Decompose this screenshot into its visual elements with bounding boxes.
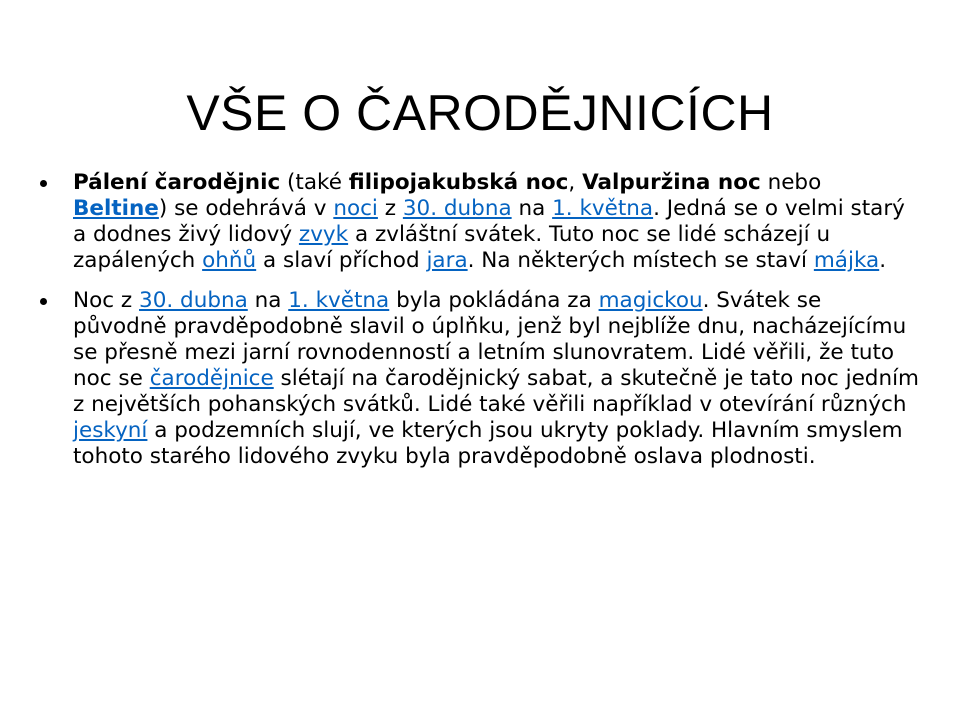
body-text: (také (280, 170, 349, 195)
link-májka[interactable]: májka (813, 248, 880, 273)
body-text: a podzemních slují, ve kterých jsou ukryty poklady. Hlavním smyslem tohoto starého lidového zvyku byla pravděpodobně oslava plodnosti. (73, 418, 903, 469)
link-magickou[interactable]: magickou (598, 288, 703, 313)
link-čarodějnice[interactable]: čarodějnice (149, 366, 274, 391)
link-jeskyní[interactable]: jeskyní (73, 418, 148, 443)
body-text: nebo (760, 170, 822, 195)
body-text: , (568, 170, 583, 195)
body-text: z (377, 196, 403, 221)
body-text: Noc z (73, 288, 140, 313)
link-noci[interactable]: noci (333, 196, 378, 221)
link-1-května[interactable]: 1. května (552, 196, 654, 221)
body-text: a slaví příchod (256, 248, 427, 273)
link-beltine[interactable]: Beltine (73, 196, 159, 221)
link-ohňů[interactable]: ohňů (202, 248, 257, 273)
body-text: . Na některých místech se staví (467, 248, 814, 273)
bold-term: Valpuržina noc (582, 170, 761, 195)
body-text: a zvláštní svátek. Tuto noc se lidé scházejí u zapálených (73, 222, 831, 273)
slide-title: VŠE O ČARODĚJNICÍCH (186, 84, 774, 141)
link-jara[interactable]: jara (426, 248, 468, 273)
body-text: slétají na čarodějnický sabat, a skutečně je tato noc jedním z největších pohanských svátků. Lidé také věřili například v otevírání různých (73, 366, 919, 417)
bullet-list (40, 170, 920, 470)
link-1-května[interactable]: 1. května (288, 288, 390, 313)
body-text: . Svátek se původně pravděpodobně slavil o úplňku, jenž byl nejblíže dnu, nacházejícímu se přesně mezi jarní rovnodenností a letním slunovratem. Lidé věřili, že tuto noc se (73, 288, 907, 391)
body-text: na (511, 196, 553, 221)
body-text: byla pokládána za (389, 288, 599, 313)
link-zvyk[interactable]: zvyk (298, 222, 349, 247)
link-30-dubna[interactable]: 30. dubna (402, 196, 512, 221)
bullet-item-1 (40, 170, 920, 274)
body-text: . Jedná se o velmi starý a dodnes živý lidový (73, 196, 905, 247)
slide-content (40, 170, 920, 484)
body-text: na (247, 288, 289, 313)
link-30-dubna[interactable]: 30. dubna (139, 288, 248, 313)
bold-term: filipojakubská noc (348, 170, 569, 195)
bold-term: Pálení čarodějnic (73, 170, 281, 195)
bullet-item-2 (40, 288, 920, 470)
body-text: ) se odehrává v (158, 196, 334, 221)
body-text: . (879, 248, 887, 273)
